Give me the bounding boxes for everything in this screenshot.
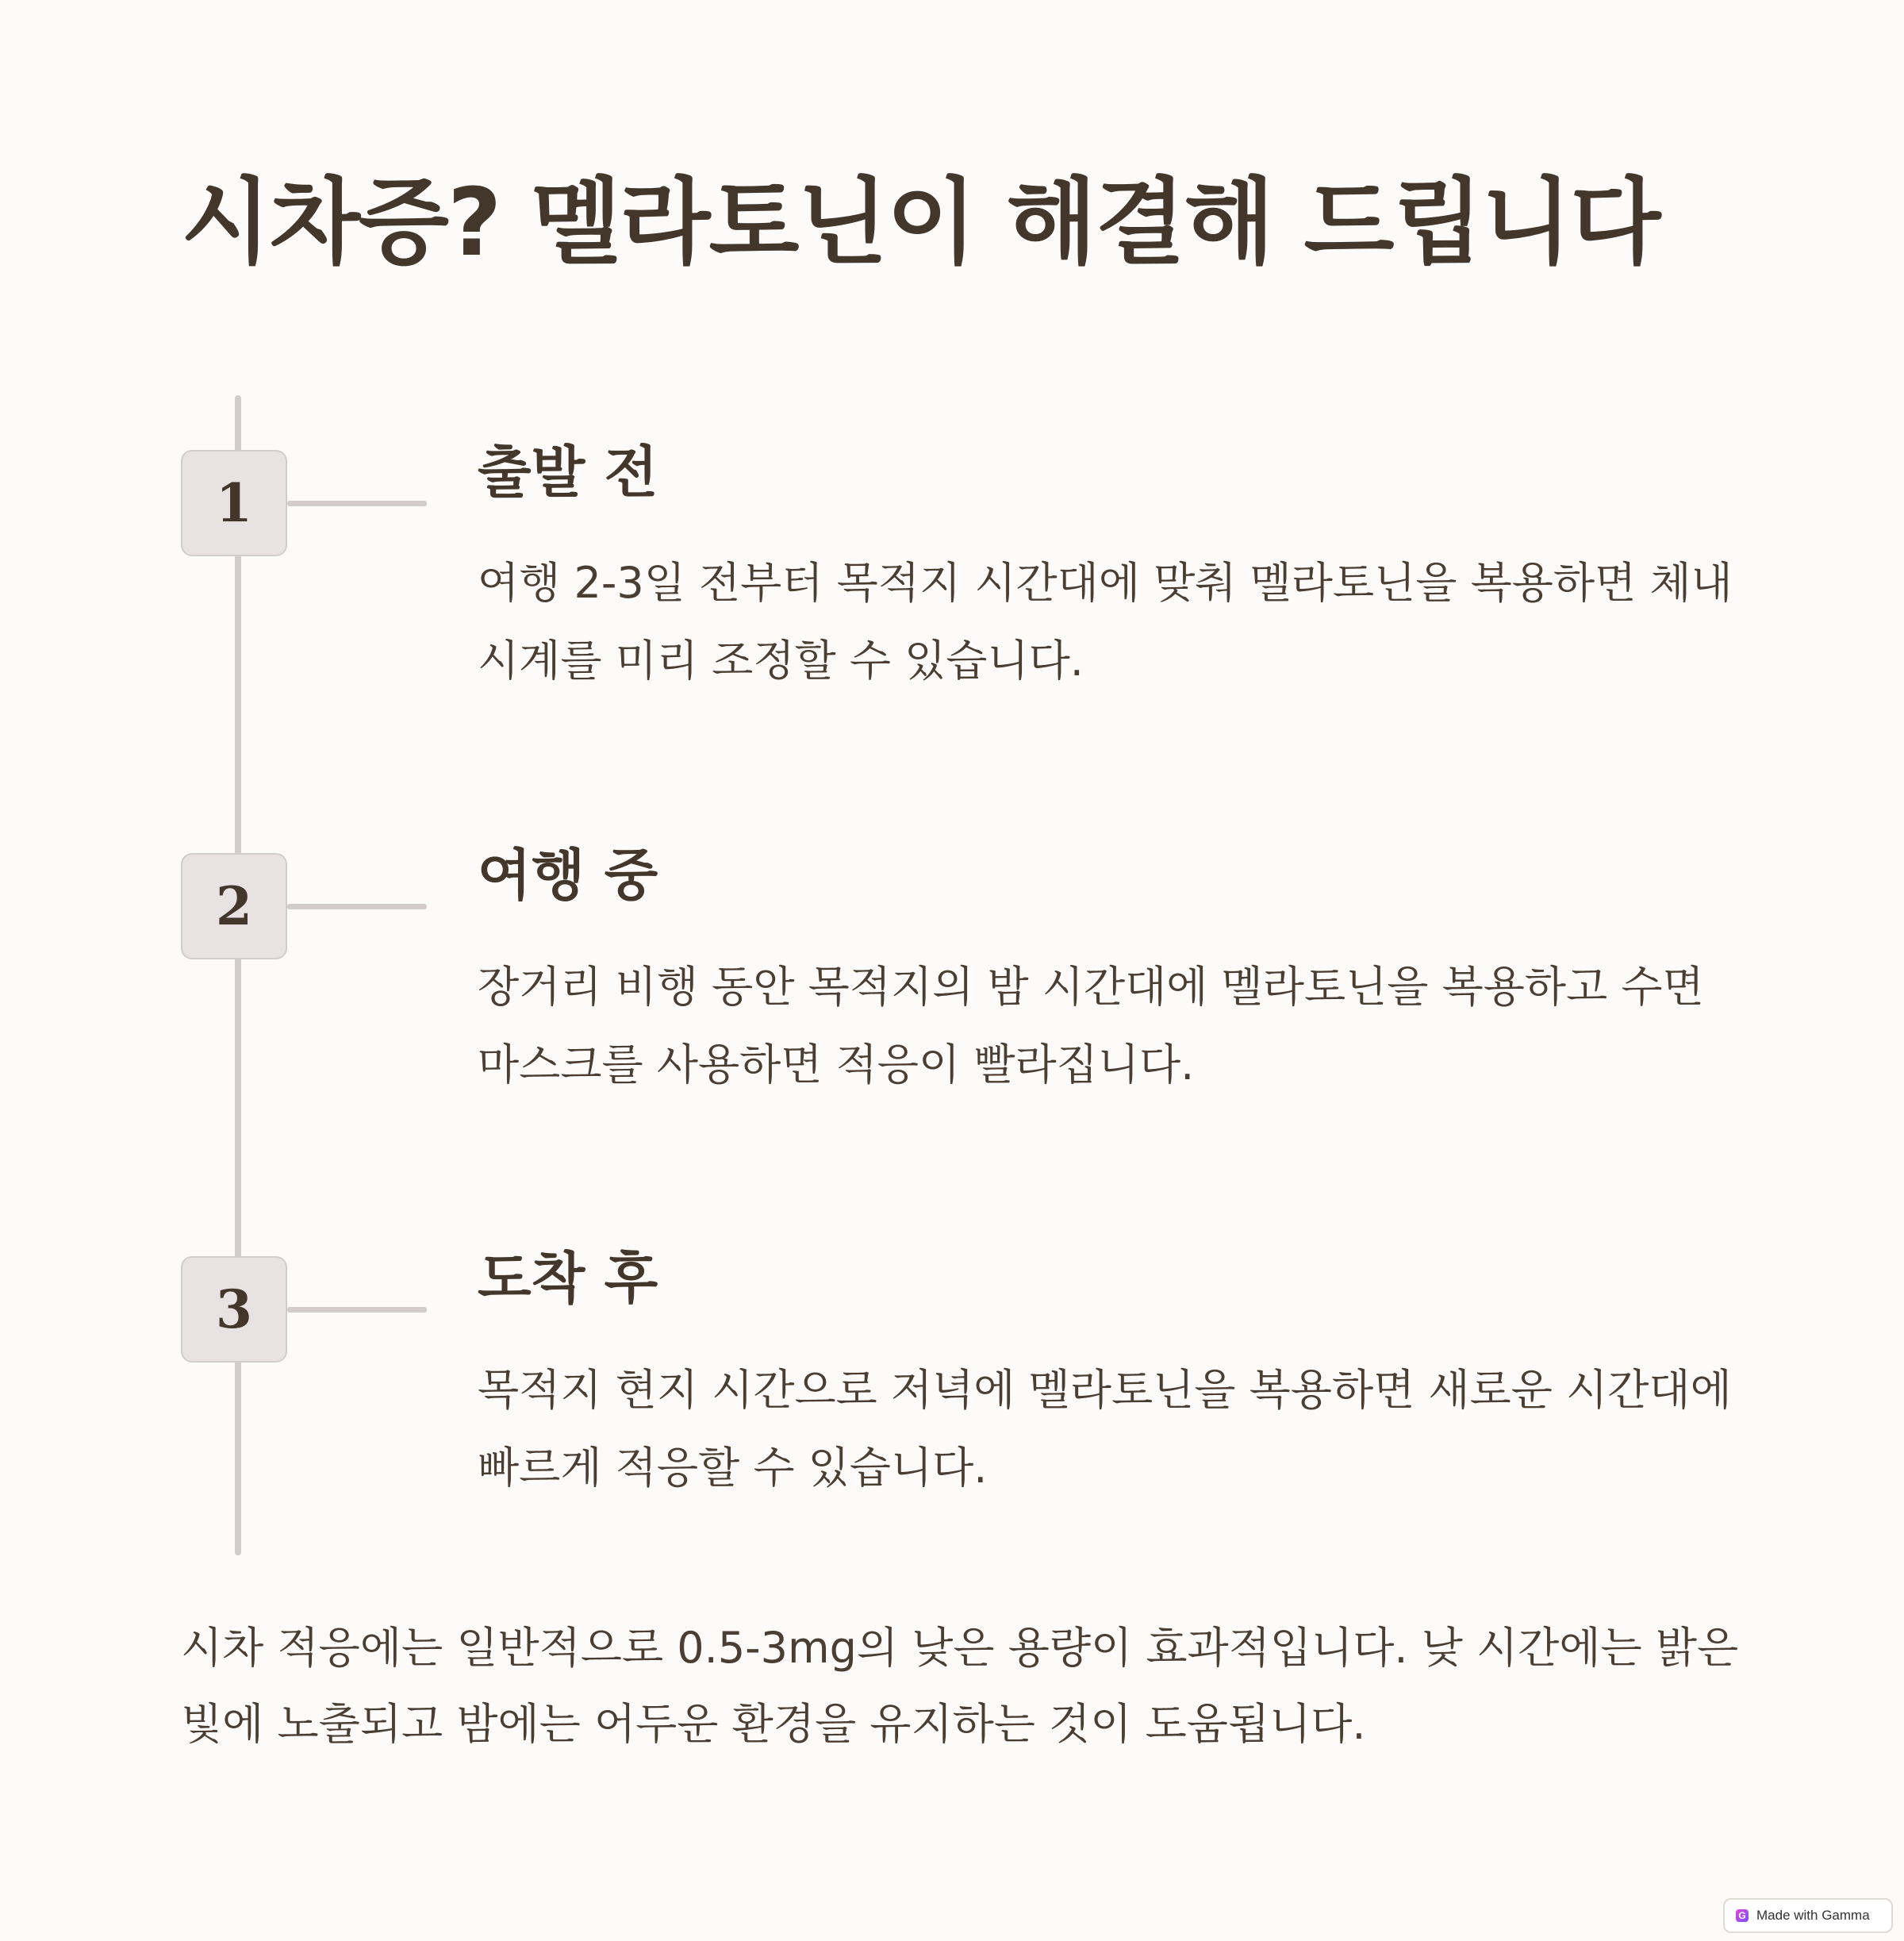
step-description: 여행 2-3일 전부터 목적지 시간대에 맞춰 멜라토닌을 복용하면 체내 시계를 미리 조정할 수 있습니다. xyxy=(478,558,1733,686)
timeline-line xyxy=(235,395,241,1555)
badge-label: Made with Gamma xyxy=(1756,1908,1870,1923)
step-description: 장거리 비행 동안 목적지의 밤 시간대에 멜라토닌을 복용하고 수면 마스크를 사용하면 적응이 빨라집니다. xyxy=(478,962,1704,1090)
step-description: 목적지 현지 시간으로 저녁에 멜라토닌을 복용하면 새로운 시간대에 빠르게 적응할 수 있습니다. xyxy=(478,1365,1732,1493)
step-connector xyxy=(287,1307,427,1313)
step-connector xyxy=(287,904,427,909)
footer-note: 시차 적응에는 일반적으로 0.5-3mg의 낮은 용량이 효과적입니다. 낮 시간에는 밝은 빛에 노출되고 밤에는 어두운 환경을 유지하는 것이 도움됩니다. xyxy=(181,1623,1739,1749)
step-number-badge: 3 xyxy=(181,1256,287,1363)
step-title: 도착 후 xyxy=(478,1246,658,1311)
step-number-badge: 2 xyxy=(181,853,287,959)
step-title: 출발 전 xyxy=(478,440,658,505)
step-connector xyxy=(287,501,427,506)
page-title: 시차증? 멜라토닌이 해결해 드립니다 xyxy=(181,167,1660,277)
gamma-logo-icon: G xyxy=(1736,1909,1749,1922)
step-number-badge: 1 xyxy=(181,450,287,556)
made-with-gamma-badge[interactable] xyxy=(1723,1898,1893,1933)
step-title: 여행 중 xyxy=(478,843,658,908)
